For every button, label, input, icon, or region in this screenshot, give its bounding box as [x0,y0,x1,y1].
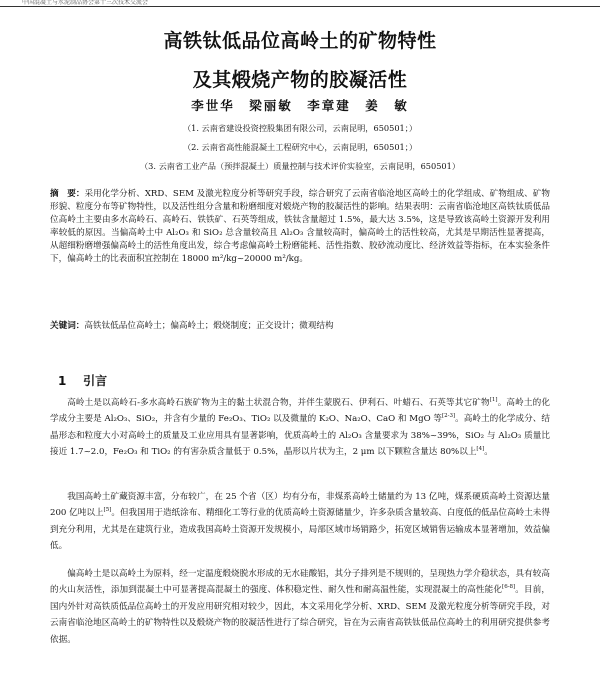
section-title: 引言 [83,374,108,388]
paper-title-line1: 高铁钛低品位高岭土的矿物特性 [163,30,437,52]
p2-text-b: 。但我国用于造纸涂布、精细化工等行业的优质高岭土资源储量少，许多杂质含量较高、白度低的低品位高岭土未得到充分利用，尤其是在建筑行业，造成我国高岭土资源开发规模小，局部区域市场销路少，拓宽区域销售运输成本显著增加，效益偏低。 [50,508,550,552]
keywords-text: 高铁钛低品位高岭土；偏高岭土；煅烧制度；正交设计；微观结构 [84,321,334,331]
p3-text-b: 。目前，国内外针对高铁质低品位高岭土的开发应用研究相对较少，因此，本文采用化学分析、XRD、SEM 及激光粒度分析等研究手段，对云南省临沧地区高岭土的矿物特性以及煅烧产物的胶凝活性进行了综合研究，旨在为云南省高铁钛低品位高岭土的利用研究提供参考依据。 [50,585,550,645]
citation-ref: [1] [489,397,498,404]
citation-ref: [4] [476,446,485,453]
keywords [50,320,550,334]
p1-text-c: 。高岭土的化学成分、结晶形态和粒度大小对高岭土的质量及工业应用具有显著影响，优质高岭土的 Al₂O₃ 含量要求为 38%~39%，SiO₂ 与 Al₂O₃ 质量比接近 1.7~2.0，Fe₂O₃ 和 TiO₂ 的有害杂质含量低于 0.5%，晶形以片状为主，2 μm 以下颗粒含量达 80%以上 [50,414,550,458]
p2-text-a: 我国高岭土矿藏资源丰富，分布较广，在 25 个省（区）均有分布，非煤系高岭土储量约为 13 亿吨，煤系硬质高岭土资源达量 200 亿吨以上 [50,492,550,519]
section-heading-introduction [58,372,107,389]
paper-title-line2: 及其煅烧产物的胶凝活性 [192,69,408,91]
affiliation-2: （2. 云南省高性能混凝土工程研究中心，云南昆明，650501；） [182,142,418,152]
intro-paragraph-1 [50,395,550,487]
section-number: 1 [58,374,67,388]
citation-ref: [2-3] [442,413,456,420]
citation-ref: [5] [103,507,112,514]
p1-text-d: 。 [484,447,493,458]
running-header: 中国混凝土与水泥制品协会第十三次技术交流会 [0,0,600,7]
intro-paragraph-2 [50,489,550,564]
intro-paragraph-3 [50,566,550,684]
abstract [50,188,550,319]
author-list: 李世华 梁丽敏 李章建 姜 敏 [191,98,409,113]
p1-text-a: 高岭土是以高岭石-多水高岭石族矿物为主的黏土状混合物，并伴生蒙脱石、伊利石、叶蜡石、石英等其它矿物 [67,398,490,408]
p1-text-b: 。高岭土的化学成分主要是 Al₂O₃、SiO₂，并含有少量的 Fe₂O₃、TiO₂ 以及微量的 K₂O、Na₂O、CaO 和 MgO 等 [50,398,550,425]
affiliation-3: （3. 云南省工业产品（预拌混凝土）质量控制与技术评价实验室，云南昆明，650501） [139,161,461,171]
citation-ref: [6-8] [502,584,516,591]
abstract-label: 摘 要： [50,189,85,199]
keywords-label: 关键词： [50,321,85,331]
abstract-text: 采用化学分析、XRD、SEM 及激光粒度分析等研究手段，综合研究了云南省临沧地区高岭土的化学组成、矿物组成、矿物形貌、粒度分布等矿物特性，以及活性组分含量和粉磨细度对煅烧产物的胶凝活性的影响。结果表明：云南省临沧地区高铁钛质低品位高岭土主要由多水高岭石、高岭石、铁铁矿、石英等组成，铁钛含量超过 1.5%，最大达 3.5%，这是导致该高岭土资源开发利用率较低的原因。当偏高岭土中 Al₂O₃ 和 SiO₂ 总含量较高且 Al₂O₃ 含量较高时，偏高岭土的活性较高，尤其是早期活性显著提高，从超细粉磨增强偏高岭土的活性角度出发，综合考虑偏高岭土粉磨能耗、活性指数、胶砂流动度比、经济效益等指标，在本实验条件下，偏高岭土的比表面积宜控制在 18000 m²/kg~20000 m²/kg。 [50,189,550,264]
affiliation-1: （1. 云南省建设投资控股集团有限公司，云南昆明，650501；） [182,123,418,133]
p3-text-a: 偏高岭土是以高岭土为原料，经一定温度煅烧脱水形成的无水硅酸铝，其分子排列是不规则的，呈现热力学介稳状态，具有较高的火山灰活性，添加到混凝土中可显著提高混凝土的强度、体积稳定性、耐久性和耐高温性能，实现混凝土的高性能化 [50,569,550,596]
